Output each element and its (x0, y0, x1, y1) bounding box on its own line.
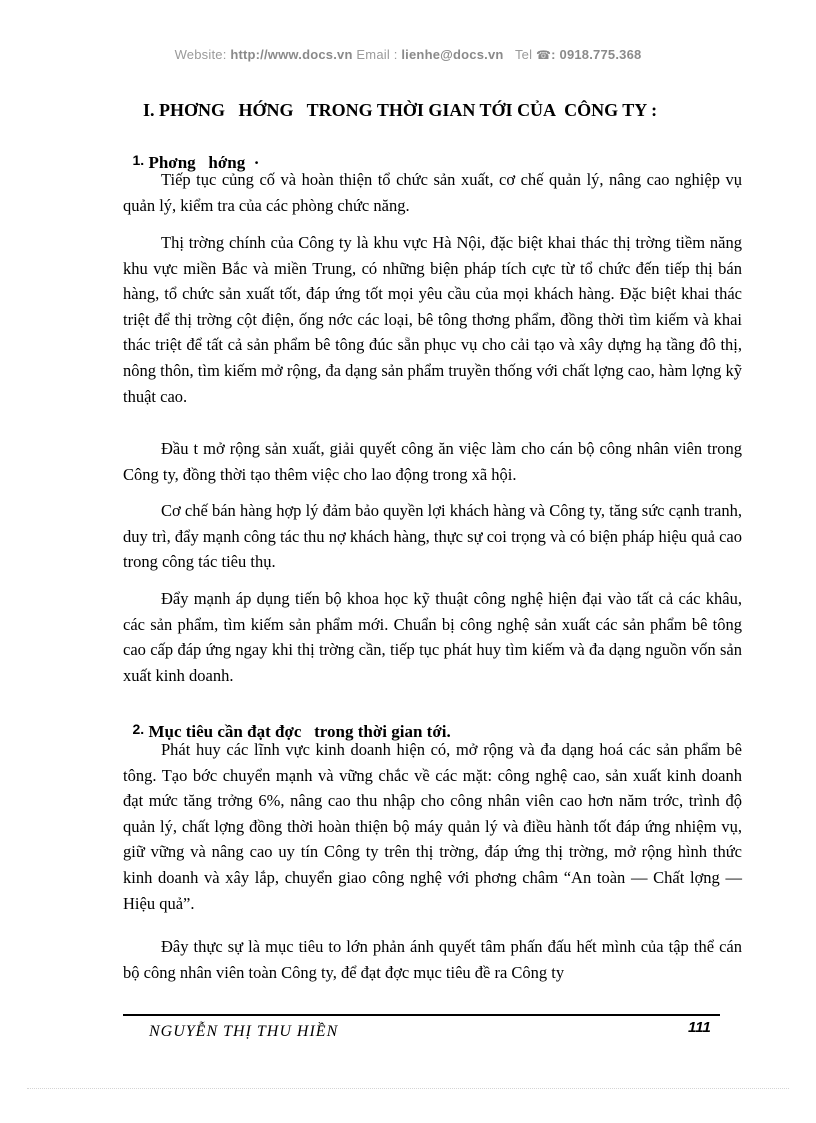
footer-author: NGUYỄN THỊ THU HIỀN (149, 1023, 339, 1040)
website-label: Website: (174, 47, 227, 62)
email-address[interactable]: lienhe@docs.vn (401, 47, 504, 62)
subsection-1-number: 1. (132, 152, 145, 168)
website-header (0, 47, 816, 62)
phone-icon: ☎ (536, 48, 552, 62)
paragraph: Đầu t mở rộng sản xuất, giải quyết công ăn việc làm cho cán bộ công nhân viên trong Công ty, đồng thời tạo thêm việc cho lao động trong xã hội. (123, 439, 742, 484)
section-title: I. PHƠNG HỚNG TRONG THỜI GIAN TỚI CỦA CÔNG TY : (143, 100, 658, 120)
paragraph: Cơ chế bán hàng hợp lý đảm bảo quyền lợi khách hàng và Công ty, tăng sức cạnh tranh, duy trì, đẩy mạnh công tác thu nợ khách hàng, thực sự coi trọng và có biện pháp hiệu quả cao trong công tác tiêu thụ. (123, 501, 742, 572)
bottom-dotted-divider (27, 1088, 789, 1089)
subsection-1-title: Phơng hớng · (144, 153, 260, 172)
paragraph: Thị trờng chính của Công ty là khu vực Hà Nội, đặc biệt khai thác thị trờng tiềm năng khu vực miền Bắc và miền Trung, có những biện pháp tích cực từ tổ chức đến tiếp thị bán hàng, tổ chức sản xuất tốt, đáp ứng tốt mọi yêu cầu của mọi khách hàng. Đặc biệt khai thác triệt để thị trờng cột điện, ống nớc các loại, bê tông thơng phẩm, đồng thời tìm kiếm và khai thác triệt để tất cả sản phẩm bê tông đúc sẵn phục vụ cho cải tạo và xây dựng hạ tầng đô thị, nông thôn, tìm kiếm mở rộng, đa dạng sản phẩm truyền thống với chất lợng cao, hàm lợng kỹ thuật cao. (123, 233, 742, 406)
tel-label: Tel (514, 47, 533, 62)
subsection-2-heading (124, 702, 451, 742)
subsection-2-title: Mục tiêu cần đạt đợc trong thời gian tới. (144, 722, 451, 741)
footer-divider (123, 1014, 720, 1016)
website-url[interactable]: http://www.docs.vn (230, 47, 353, 62)
phone-number: : 0918.775.368 (551, 47, 642, 62)
page-number: 111 (688, 1019, 711, 1036)
paragraph: Tiếp tục củng cố và hoàn thiện tổ chức sản xuất, cơ chế quản lý, nâng cao nghiệp vụ quản lý, kiểm tra của các phòng chức năng. (123, 170, 742, 215)
email-label: Email : (356, 47, 398, 62)
paragraph: Đẩy mạnh áp dụng tiến bộ khoa học kỹ thuật công nghệ hiện đại vào tất cả các khâu, các sản phẩm, tìm kiếm sản phẩm mới. Chuẩn bị công nghệ sản xuất các sản phẩm bê tông cao cấp đáp ứng ngay khi thị trờng cần, tiếp tục phát huy tìm kiếm và đa dạng nguồn vốn sản xuất kinh doanh. (123, 589, 742, 685)
paragraph: Đây thực sự là mục tiêu to lớn phản ánh quyết tâm phấn đấu hết mình của tập thể cán bộ công nhân viên toàn Công ty, để đạt đợc mục tiêu đề ra Công ty (123, 937, 742, 982)
subsection-2-number: 2. (132, 721, 145, 737)
paragraph: Phát huy các lĩnh vực kinh doanh hiện có, mở rộng và đa dạng hoá các sản phẩm bê tông. Tạo bớc chuyển mạnh và vững chắc về các mặt: công nghệ cao, sản xuất kinh doanh đạt mức tăng trởng 6%, nâng cao thu nhập cho công nhân viên cao hơn năm trớc, trình độ quản lý, chất lợng đồng thời hoàn thiện bộ máy quản lý và điều hành tốt đáp ứng nhiệm vụ, giữ vững và nâng cao uy tín Công ty trên thị trờng, đáp ứng thị trờng, mở rộng hình thức kinh doanh và xây lắp, chuyển giao công nghệ với phơng châm “An toàn — Chất lợng — Hiệu quả”. (123, 740, 742, 913)
